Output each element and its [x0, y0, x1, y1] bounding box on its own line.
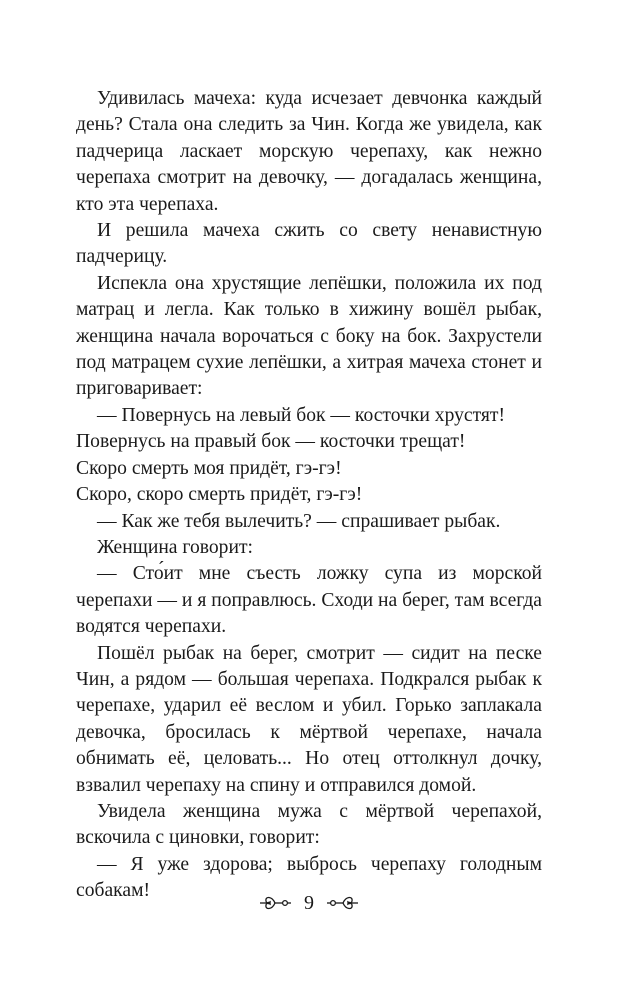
- verse-line: — Повернусь на левый бок — косточки хрустят!: [97, 404, 506, 426]
- verse-line: Повернусь на правый бок — косточки трещат!: [76, 431, 466, 453]
- paragraph: — Как же тебя вылечить? — спрашивает рыбак.: [97, 510, 501, 532]
- paragraph: Удивилась мачеха: куда исчезает девчонка каждый день? Стала она следить за Чин. Когда же увидела, как падчерица ласкает морскую черепаху, как нежно черепаха смотрит на девочку, — догадалась женщина, кто эта черепаха.: [76, 88, 542, 215]
- paragraph: — Сто́ит мне съесть ложку супа из морской черепахи — и я поправлюсь. Сходи на берег, там всегда водятся черепахи.: [76, 563, 542, 638]
- paragraph: И решила мачеха сжить со свету ненавистную падчерицу.: [76, 220, 542, 268]
- verse-line: Скоро, скоро смерть придёт, гэ-гэ!: [76, 484, 363, 506]
- paragraph: Увидела женщина мужа с мёртвой черепахой, вскочила с циновки, говорит:: [76, 800, 542, 849]
- page-footer: [0, 888, 618, 918]
- fleuron-icon: [326, 893, 360, 913]
- verse-block: [76, 403, 542, 509]
- paragraph: — Я уже здорова; выбрось черепаху голодным собакам!: [76, 853, 542, 902]
- fleuron-icon: [258, 893, 292, 913]
- paragraph: Женщина говорит:: [97, 536, 253, 558]
- paragraph: Пошёл рыбак на берег, смотрит — сидит на песке Чин, а рядом — большая черепаха. Подкрался рыбак к черепахе, ударил её веслом и убил. Горько заплакала девочка, бросилась к мёртвой черепахе, начала обнимать её, целовать... Но отец оттолкнул дочку, взвалил черепаху на спину и отправился домой.: [76, 642, 542, 796]
- page-number: 9: [304, 891, 314, 914]
- verse-line: Скоро смерть моя придёт, гэ-гэ!: [76, 457, 342, 479]
- body-text: [76, 86, 542, 905]
- paragraph: Испекла она хрустящие лепёшки, положила их под матрац и легла. Как только в хижину вошёл рыбак, женщина начала ворочаться с боку на бок. Захрустели под матрацем сухие лепёшки, а хитрая мачеха стонет и приговаривает:: [76, 272, 542, 400]
